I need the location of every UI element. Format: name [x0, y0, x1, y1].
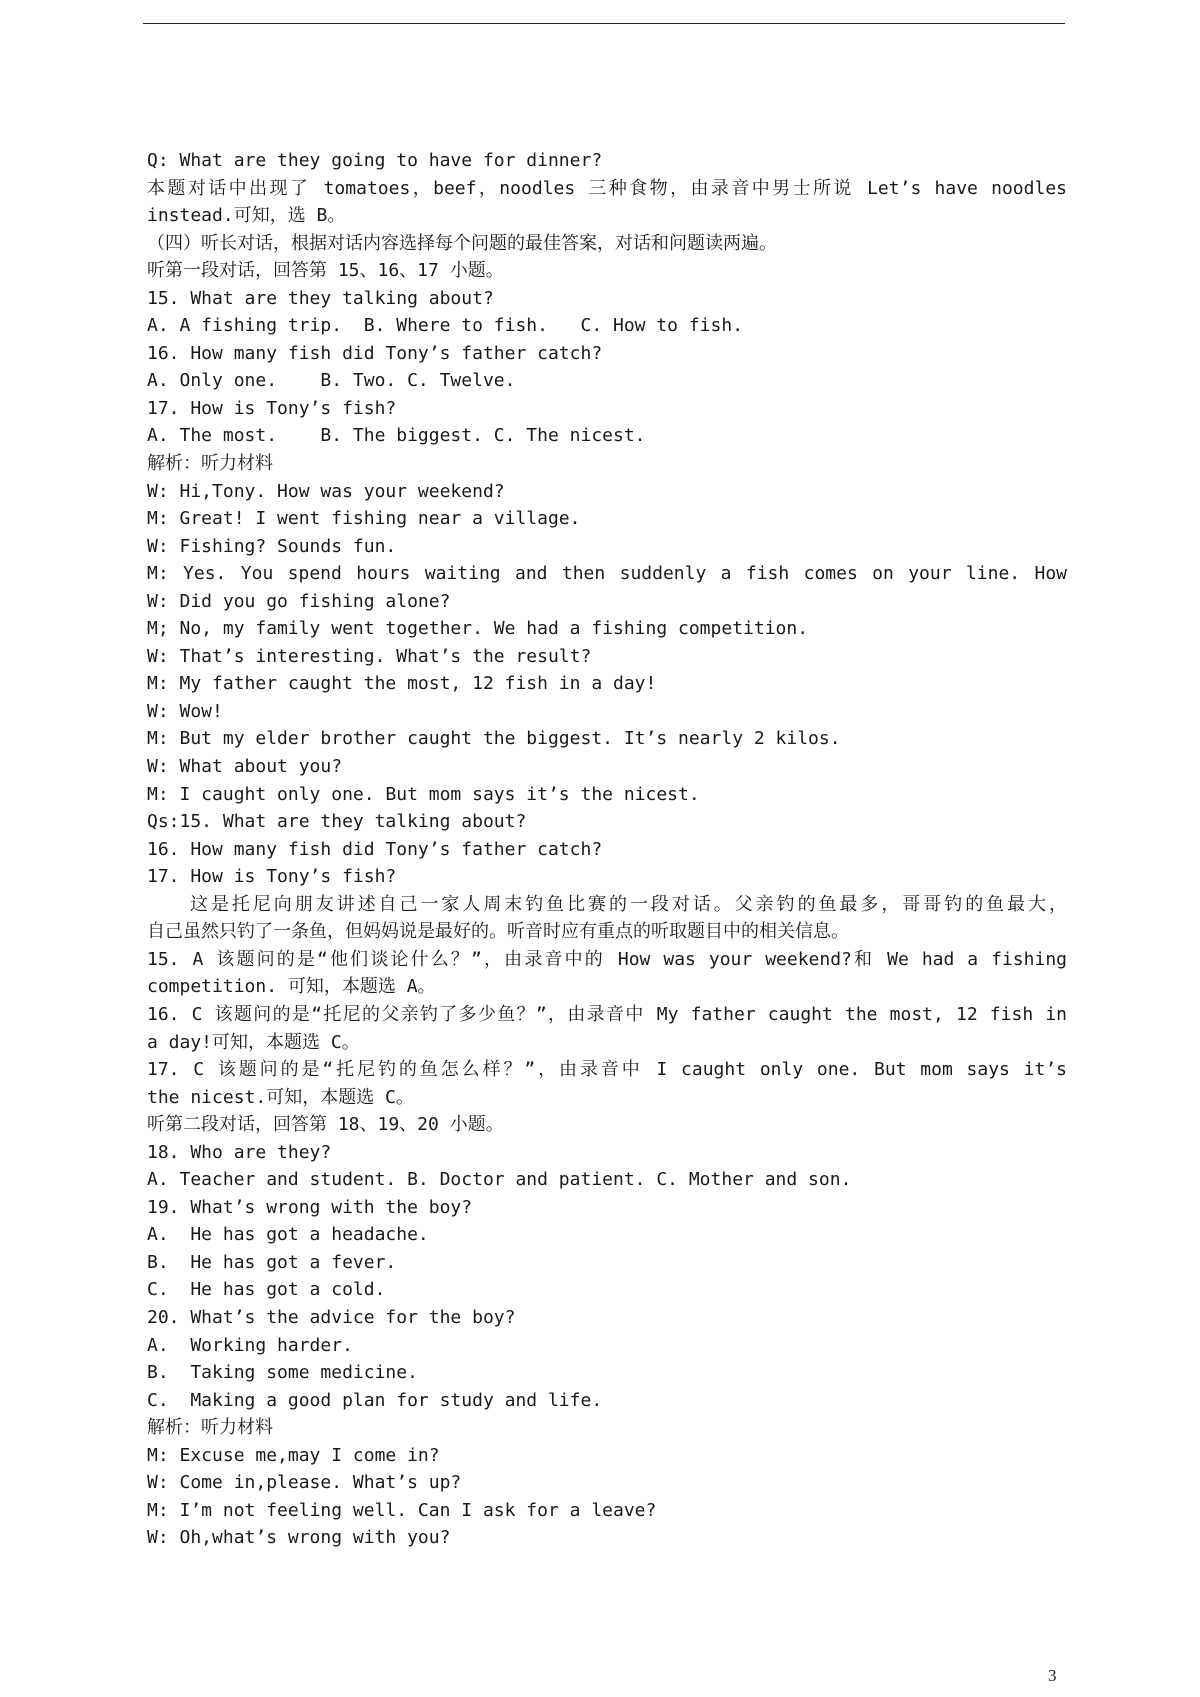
text-line: 17. C 该题问的是“托尼钓的鱼怎么样？”，由录音中 I caught only one. But mom says it’s [147, 1059, 1067, 1081]
text-line: A. The most. B. The biggest. C. The nicest. [147, 425, 646, 447]
page-number: 3 [1048, 1666, 1057, 1685]
text-line: competition. 可知，本题选 A。 [147, 976, 436, 998]
text-line: 20. What’s the advice for the boy? [147, 1306, 516, 1328]
text-line: 本题对话中出现了 tomatoes，beef，noodles 三种食物，由录音中男士所说 Let’s have noodles [147, 177, 1067, 199]
text-line: 15. What are they talking about? [147, 287, 494, 309]
text-line: W: Come in,please. What’s up? [147, 1472, 462, 1494]
text-line: the nicest.可知，本题选 C。 [147, 1086, 414, 1108]
text-line: 19. What’s wrong with the boy? [147, 1196, 473, 1218]
text-line: M: Excuse me,may I come in? [147, 1444, 440, 1466]
text-line: 16. How many fish did Tony’s father catch? [147, 838, 603, 860]
text-line: A. Teacher and student. B. Doctor and patient. C. Mother and son. [147, 1169, 852, 1191]
text-line: W: Wow! [147, 700, 223, 722]
text-line: instead.可知，选 B。 [147, 205, 346, 227]
text-line: W: Fishing? Sounds fun. [147, 535, 397, 557]
text-line: B. Taking some medicine. [147, 1362, 418, 1384]
text-line: 听第二段对话，回答第 18、19、20 小题。 [147, 1114, 504, 1136]
text-line: W: Oh,what’s wrong with you? [147, 1527, 451, 1549]
text-line: 16. How many fish did Tony’s father catch? [147, 342, 603, 364]
text-line: C. He has got a cold. [147, 1279, 386, 1301]
text-line: 解析：听力材料 [147, 453, 273, 475]
text-line: Qs:15. What are they talking about? [147, 811, 527, 833]
text-line: M: But my elder brother caught the biggest. It’s nearly 2 kilos. [147, 728, 841, 750]
text-line: 15. A 该题问的是“他们谈论什么？”，由录音中的 How was your weekend?和 We had a fishing [147, 948, 1067, 970]
text-line: B. He has got a fever. [147, 1251, 397, 1273]
text-line: W: That’s interesting. What’s the result? [147, 645, 592, 667]
text-line: 这是托尼向朋友讲述自己一家人周末钓鱼比赛的一段对话。父亲钓的鱼最多，哥哥钓的鱼最大， [190, 893, 1067, 915]
text-line: W: What about you? [147, 756, 343, 778]
text-line: A. Working harder. [147, 1334, 353, 1356]
text-line: C. Making a good plan for study and life. [147, 1389, 603, 1411]
text-line: 17. How is Tony’s fish? [147, 866, 397, 888]
text-line: Q: What are they going to have for dinner? [147, 150, 603, 171]
text-line: 18. Who are they? [147, 1141, 332, 1163]
text-line: W: Did you go fishing alone? [147, 590, 451, 612]
text-line: M: Yes. You spend hours waiting and then suddenly a fish comes on your line. How [147, 563, 1067, 585]
text-line: M; No, my family went together. We had a fishing competition. [147, 618, 809, 640]
text-line: 自己虽然只钓了一条鱼，但妈妈说是最好的。听音时应有重点的听取题目中的相关信息。 [147, 921, 849, 943]
text-line: A. A fishing trip. B. Where to fish. C. How to fish. [147, 315, 744, 337]
text-line: （四）听长对话，根据对话内容选择每个问题的最佳答案，对话和问题读两遍。 [147, 232, 777, 254]
header-rule [143, 23, 1065, 24]
text-line: 听第一段对话，回答第 15、16、17 小题。 [147, 260, 504, 282]
text-line: M: I caught only one. But mom says it’s the nicest. [147, 783, 700, 805]
text-line: 17. How is Tony’s fish? [147, 397, 397, 419]
text-line: M: Great! I went fishing near a village. [147, 508, 581, 530]
text-line: a day!可知，本题选 C。 [147, 1031, 360, 1053]
text-line: A. He has got a headache. [147, 1224, 429, 1246]
text-line: 解析：听力材料 [147, 1417, 273, 1439]
text-line: W: Hi,Tony. How was your weekend? [147, 480, 505, 502]
text-line: 16. C 该题问的是“托尼的父亲钓了多少鱼？”，由录音中 My father caught the most, 12 fish in [147, 1003, 1067, 1025]
document-body [147, 147, 1067, 1552]
text-line: A. Only one. B. Two. C. Twelve. [147, 370, 516, 392]
text-line: M: I’m not feeling well. Can I ask for a leave? [147, 1499, 657, 1521]
text-line: M: My father caught the most, 12 fish in a day! [147, 673, 657, 695]
